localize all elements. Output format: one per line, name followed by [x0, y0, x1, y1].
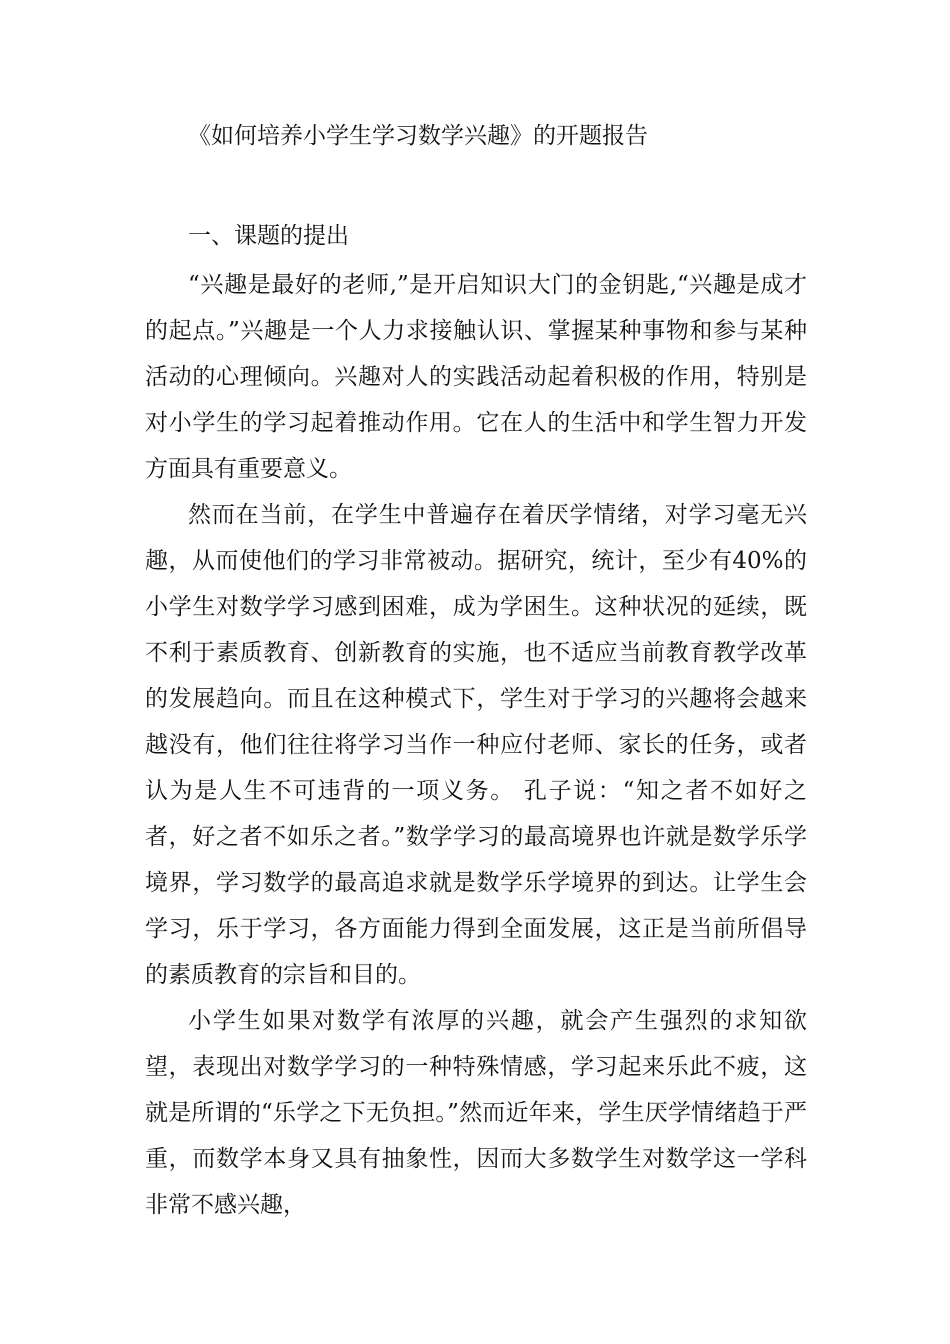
paragraph-2: 然而在当前，在学生中普遍存在着厌学情绪，对学习毫无兴趣，从而使他们的学习非常被动。据研究，统计，至少有40%的小学生对数学学习感到困难，成为学困生。这种状况的延续，既不利于素质教育、创新教育的实施，也不适应当前教育教学改革的发展趋向。而且在这种模式下，学生对于学习的兴趣将会越来越没有，他们往往将学习当作一种应付老师、家长的任务，或者认为是人生不可违背的一项义务。 孔子说：“知之者不如好之者，好之者不如乐之者。”数学学习的最高境界也许就是数学乐学境界，学习数学的最高追求就是数学乐学境界的到达。让学生会学习，乐于学习，各方面能力得到全面发展，这正是当前所倡导的素质教育的宗旨和目的。 [145, 502, 807, 988]
paragraph-1: “兴趣是最好的老师,”是开启知识大门的金钥匙,“兴趣是成才的起点。”兴趣是一个人力求接触认识、掌握某种事物和参与某种活动的心理倾向。兴趣对人的实践活动起着积极的作用，特别是对小学生的学习起着推动作用。它在人的生活中和学生智力开发方面具有重要意义。 [145, 272, 807, 482]
paragraph-3: 小学生如果对数学有浓厚的兴趣，就会产生强烈的求知欲望，表现出对数学学习的一种特殊情感，学习起来乐此不疲，这就是所谓的“乐学之下无负担。”然而近年来，学生厌学情绪趋于严重，而数学本身又具有抽象性，因而大多数学生对数学这一学科非常不感兴趣， [145, 1008, 807, 1218]
document-title: 《如何培养小学生学习数学兴趣》的开题报告 [188, 123, 648, 149]
document-body [145, 262, 807, 1228]
section-heading: 一、课题的提出 [188, 223, 349, 249]
